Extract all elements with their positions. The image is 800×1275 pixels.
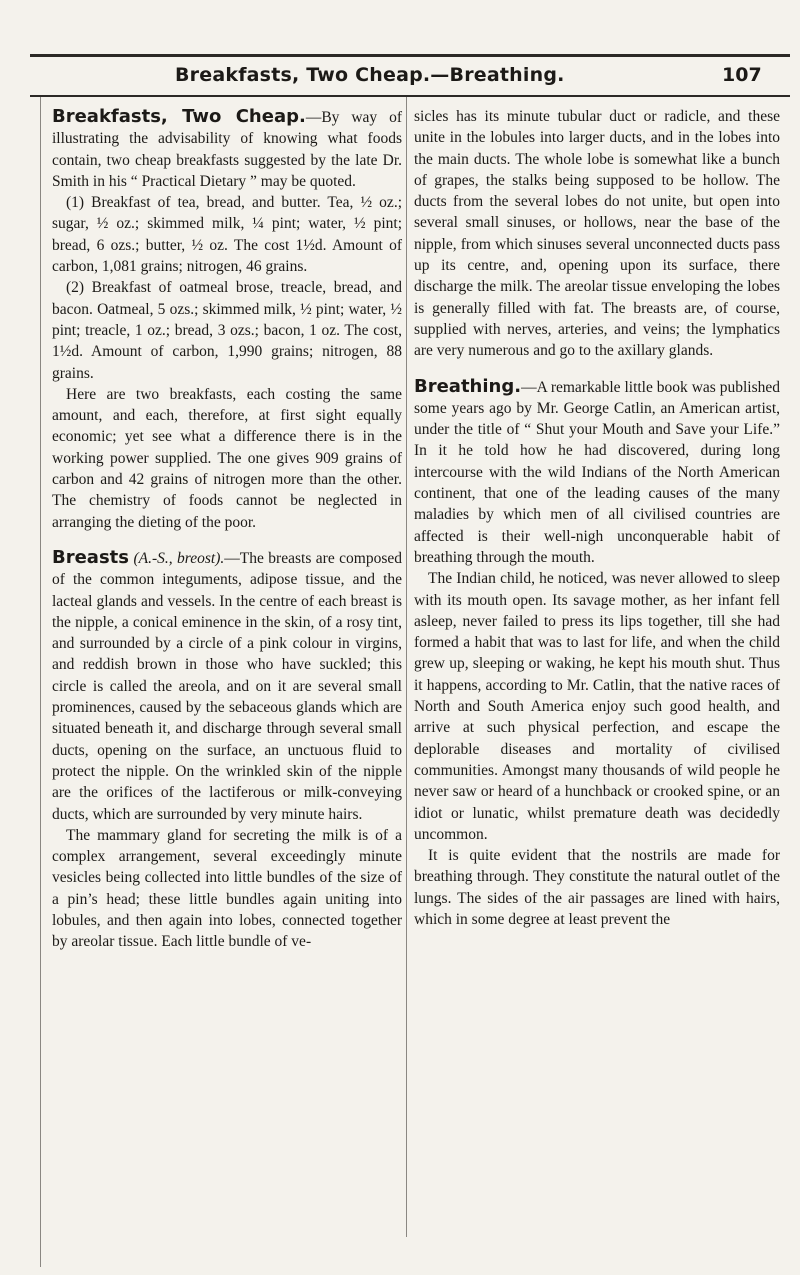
breathing-heading: Breathing. xyxy=(414,375,522,397)
column-divider xyxy=(406,97,407,1237)
top-edge-bar xyxy=(30,54,790,57)
header-rule xyxy=(30,95,790,97)
breathing-paragraph-1: —A remarkable little book was published some years ago by Mr. George Catlin, an American artist, under the title of “ Shut your Mouth and Save your Life.” In it he told how he had discovered, during long intercourse with the wild Indians of the North American continent, that one of the leading causes of the many maladies by which men of all civilised countries are affected is their well-nigh unconquerable habit of breathing through the mouth. xyxy=(414,378,780,566)
breasts-entry xyxy=(52,547,402,825)
breathing-paragraph-2: The Indian child, he noticed, was never allowed to sleep with its mouth open. Its savage mother, as her infant fell asleep, never failed to press its lips together, till she had formed a habit that was to last for life, and when the child grew up, sleeping or waking, he kept his mouth shut. Thus it happens, according to Mr. Catlin, that the native races of North and South America enjoy such good health, and arrive at such physical perfection, and escape the deplorable diseases and mortality of civilised communities. Amongst many thousands of wild people he never saw or heard of a hunchback or crooked spine, or an idiot or lunatic, whilst premature death was decidedly uncommon. xyxy=(414,570,780,843)
breasts-heading: Breasts xyxy=(52,546,129,568)
breathing-entry xyxy=(414,376,780,569)
breasts-paragraph-2-start: The mammary gland for secreting the milk is of a complex arrangement, several exceedingly minute vesicles being collected into little bundles of the size of a pin’s head; these little bundles again uniting into lobules, and then again into lobes, connected together by areolar tissue. Each little bundle of ve- xyxy=(52,826,402,951)
breasts-etymology: (A.-S., breost). xyxy=(133,549,225,567)
breasts-paragraph-1: —The breasts are composed of the common integuments, adipose tissue, and the lacteal glands and vessels. In the centre of each breast is the nipple, a conical eminence in the skin, of a rosy tint, and surrounded by a circle of a pink colour in virgins, and reddish brown in those who have suckled; this circle is called the areola, and on it are several small prominences, caused by the sebaceous glands which are situated beneath it, and discharge through several small ducts, opening on the surface, an unctuous fluid to protect the nipple. On the wrinkled skin of the nipple are the orifices of the lactiferous or milk-conveying ducts, which are surrounded by very minute hairs. xyxy=(52,549,402,823)
breakfast-2-paragraph: (2) Breakfast of oatmeal brose, treacle, bread, and bacon. Oatmeal, 5 ozs.; skimmed milk, ½ pint; water, ½ pint; treacle, 1 oz.; bread, 3 ozs.; bacon, 1 oz. The cost, 1½d. Amount of carbon, 1,990 grains; nitrogen, 88 grains. xyxy=(52,279,402,382)
page-number: 107 xyxy=(722,64,762,86)
left-margin-line xyxy=(40,97,41,1267)
breakfast-comparison-paragraph: Here are two breakfasts, each costing the same amount, and each, therefore, at first sight equally economic; yet see what a difference there is in the working power supplied. The one gives 909 grains of carbon and 42 grains of nitrogen more than the other. The chemistry of foods cannot be neglected in arranging the dieting of the poor. xyxy=(52,385,402,531)
breathing-paragraph-3: It is quite evident that the nostrils are made for breathing through. They constitute the natural outlet of the lungs. The sides of the air passages are lined with hairs, which in some degree at least prevent the xyxy=(414,847,780,928)
running-header: Breakfasts, Two Cheap.—Breathing. xyxy=(175,64,565,86)
breakfasts-entry xyxy=(52,106,402,192)
left-column xyxy=(52,106,402,953)
breakfast-1-paragraph: (1) Breakfast of tea, bread, and butter. Tea, ½ oz.; sugar, ½ oz.; skimmed milk, ¼ pint; water, ½ pint; bread, 6 ozs.; butter, ½ oz. The cost 1½d. Amount of carbon, 1,081 grains; nitrogen, 46 grains. xyxy=(52,194,402,276)
breasts-paragraph-2-end: sicles has its minute tubular duct or radicle, and these unite in the lobules into larger ducts, and in the lobes into the main ducts. The whole lobe is somewhat like a bunch of grapes, the stalks being supposed to be hollow. The ducts from the several lobes do not unite, but open into several small sinuses, or hollows, near the base of the nipple, from which sinuses several unconnected ducts pass up its centre, and, opening upon its surface, there discharge the milk. The areolar tissue enveloping the lobes is generally filled with fat. The breasts are, of course, supplied with nerves, arteries, and veins; the lymphatics are very numerous and go to the axillary glands. xyxy=(414,108,780,360)
breakfasts-intro: —By way of illustrating the advisability of knowing what foods contain, two cheap breakfasts suggested by the late Dr. Smith in his “ Practical Dietary ” may be quoted. xyxy=(52,109,402,190)
right-column xyxy=(414,106,780,930)
breakfasts-heading: Breakfasts, Two Cheap. xyxy=(52,106,306,127)
